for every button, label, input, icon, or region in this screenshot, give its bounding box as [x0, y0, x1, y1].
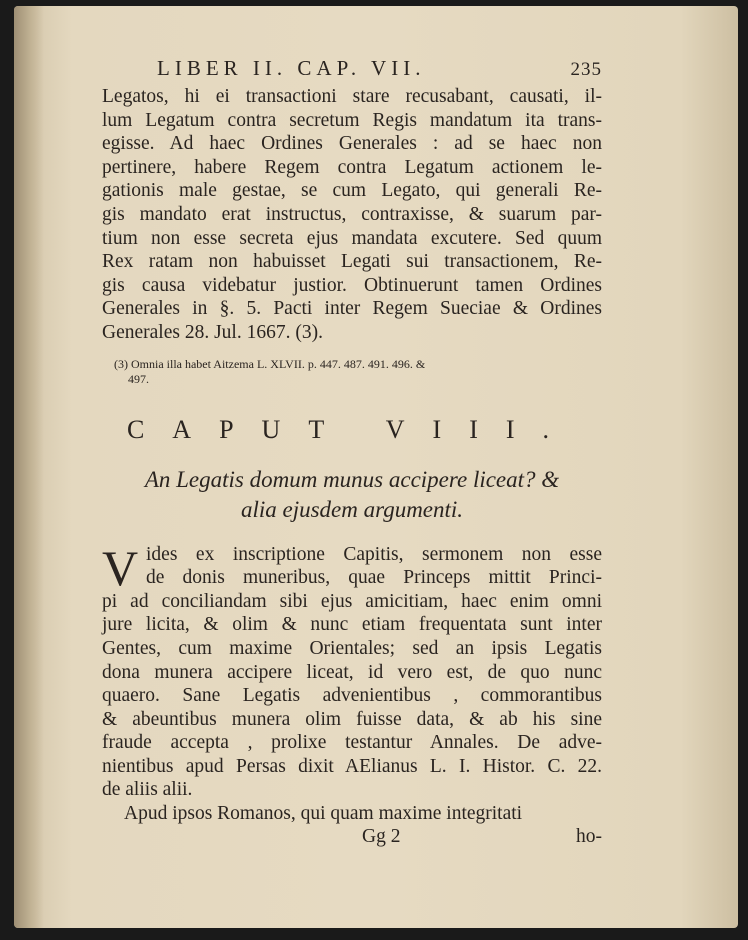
- text-line: de aliis alii.: [102, 779, 193, 801]
- text-line: nientibus apud Persas dixit AElianus L. I. Histor. C. 22.: [102, 755, 602, 777]
- chapter-title: CAPUT VIII.: [126, 414, 578, 444]
- text-line: fraude accepta , prolixe testantur Annales. De adve-: [102, 732, 602, 754]
- paragraph-3: [102, 802, 602, 826]
- text-line: Gentes, cum maxime Orientales; sed an ipsis Legatis: [102, 637, 602, 659]
- catchword: ho-: [576, 825, 602, 847]
- text-line: dona munera accipere liceat, id vero est, de quo nunc: [102, 661, 602, 683]
- text-line: gationis male gestae, se cum Legato, qui generali Re-: [102, 180, 602, 202]
- text-line: jure licita, & olim & nunc etiam frequentata sunt inter: [102, 614, 602, 636]
- subtitle-line: alia ejusdem argumenti.: [240, 496, 464, 522]
- text-line: gis mandato erat instructus, contraxisse, & suarum par-: [102, 203, 602, 225]
- page-footer: [102, 826, 602, 848]
- text-line: Apud ipsos Romanos, qui quam maxime integritati: [124, 803, 523, 825]
- page-number: 235: [570, 59, 602, 80]
- paragraph-1: [102, 85, 602, 345]
- text-line: de donis muneribus, quae Princeps mittit Princi-: [146, 567, 602, 589]
- text-line: gis causa videbatur justior. Obtinuerunt tamen Ordines: [102, 274, 602, 296]
- text-line: quaero. Sane Legatis advenientibus , commorantibus: [102, 685, 602, 707]
- signature-mark: Gg 2: [362, 825, 401, 847]
- chapter-subtitle: [102, 465, 602, 525]
- page-content: [102, 56, 602, 848]
- text-line: egisse. Ad haec Ordines Generales : ad se haec non: [102, 133, 602, 155]
- text-line: tium non esse secreta ejus mandata excutere. Sed quum: [102, 227, 602, 249]
- text-line: pi ad conciliandam sibi ejus amicitiam, haec enim omni: [102, 590, 602, 612]
- text-line: lum Legatum contra secretum Regis mandatum ita trans-: [102, 109, 602, 131]
- footnote-line: (3) Omnia illa habet Aitzema L. XLVII. p. 447. 487. 491. 496. &: [114, 356, 426, 371]
- footnote-line: 497.: [128, 371, 149, 386]
- running-title: LIBER II. CAP. VII.: [157, 56, 426, 80]
- book-page: [14, 6, 738, 928]
- footnote: [114, 357, 602, 387]
- text-line: pertinere, habere Regem contra Legatum actionem le-: [102, 156, 602, 178]
- text-line: Legatos, hi ei transactioni stare recusabant, causati, il-: [102, 86, 602, 107]
- paragraph-2: [102, 539, 602, 803]
- subtitle-line: An Legatis domum munus accipere liceat? &: [144, 466, 560, 492]
- text-line: Generales in §. 5. Pacti inter Regem Sueciae & Ordines: [102, 298, 602, 320]
- text-line: & abeuntibus munera olim fuisse data, & ab his sine: [102, 708, 602, 730]
- drop-cap: V: [102, 539, 139, 596]
- text-line: ides ex inscriptione Capitis, sermonem non esse: [146, 543, 602, 565]
- running-head: [157, 56, 602, 81]
- page-gutter: [14, 6, 44, 928]
- text-line: Rex ratam non habuisset Legati sui transactionem, Re-: [102, 251, 602, 273]
- text-line: Generales 28. Jul. 1667. (3).: [102, 321, 323, 343]
